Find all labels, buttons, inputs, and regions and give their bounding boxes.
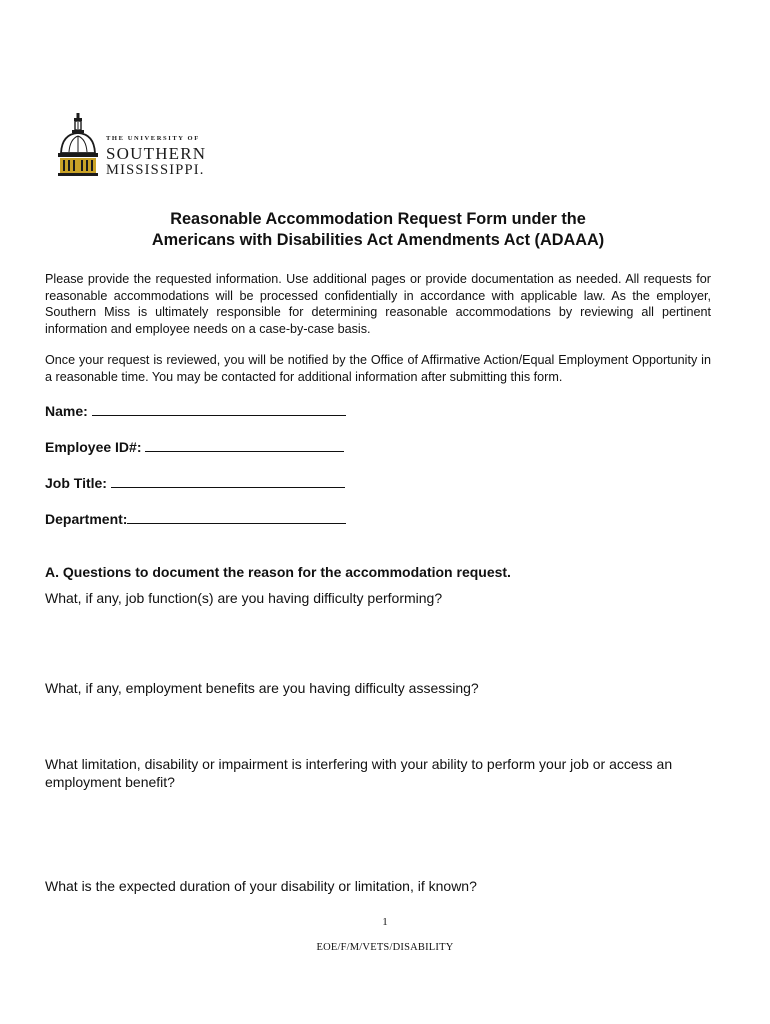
employee-id-field-label: Employee ID#: — [45, 439, 146, 455]
intro-paragraph: Please provide the requested information. Use additional pages or provide documentation as needed. All requests for reasonable accommodations will be processed confidentially in accordance with applicable law. As the employer, Southern Miss is ultimately responsible for determining reasonable accommodations by reviewing all pertinent information and employee needs on a case-by-case basis. — [45, 272, 711, 336]
name-field-blank[interactable] — [92, 402, 346, 416]
department-field — [45, 510, 346, 528]
logo-line-2: SOUTHERN — [106, 144, 207, 163]
question-3: What limitation, disability or impairment is interfering with your ability to perform your job or access an employment benefit? — [45, 756, 673, 790]
department-field-label: Department: — [45, 511, 128, 527]
form-title-line-1: Reasonable Accommodation Request Form under the — [170, 210, 586, 228]
university-logo — [56, 111, 231, 181]
employee-id-field-blank[interactable] — [145, 438, 344, 452]
form-title — [0, 209, 756, 251]
logo-line-3: MISSISSIPPI. — [106, 162, 205, 178]
employee-id-field — [45, 438, 344, 456]
job-title-field-label: Job Title: — [45, 475, 111, 491]
logo-wordmark — [106, 135, 206, 178]
question-4: What is the expected duration of your disability or limitation, if known? — [45, 878, 477, 894]
job-title-field-blank[interactable] — [111, 474, 345, 488]
dome-icon — [56, 111, 102, 179]
name-field-label: Name: — [45, 403, 92, 419]
name-field — [45, 402, 346, 420]
job-title-field — [45, 474, 345, 492]
eoe-statement: EOE/F/M/VETS/DISABILITY — [316, 942, 454, 953]
form-title-line-2: Americans with Disabilities Act Amendments Act (ADAAA) — [151, 231, 605, 249]
logo-line-1: THE UNIVERSITY OF — [106, 135, 200, 142]
page-number: 1 — [382, 916, 388, 928]
section-a-heading: A. Questions to document the reason for the accommodation request. — [45, 564, 511, 580]
question-2: What, if any, employment benefits are you having difficulty assessing? — [45, 680, 479, 696]
notification-paragraph: Once your request is reviewed, you will be notified by the Office of Affirmative Action/Equal Employment Opportunity in a reasonable time. You may be contacted for additional information after submitting this form. — [45, 353, 711, 384]
department-field-blank[interactable] — [127, 510, 346, 524]
question-1: What, if any, job function(s) are you having difficulty performing? — [45, 590, 443, 606]
